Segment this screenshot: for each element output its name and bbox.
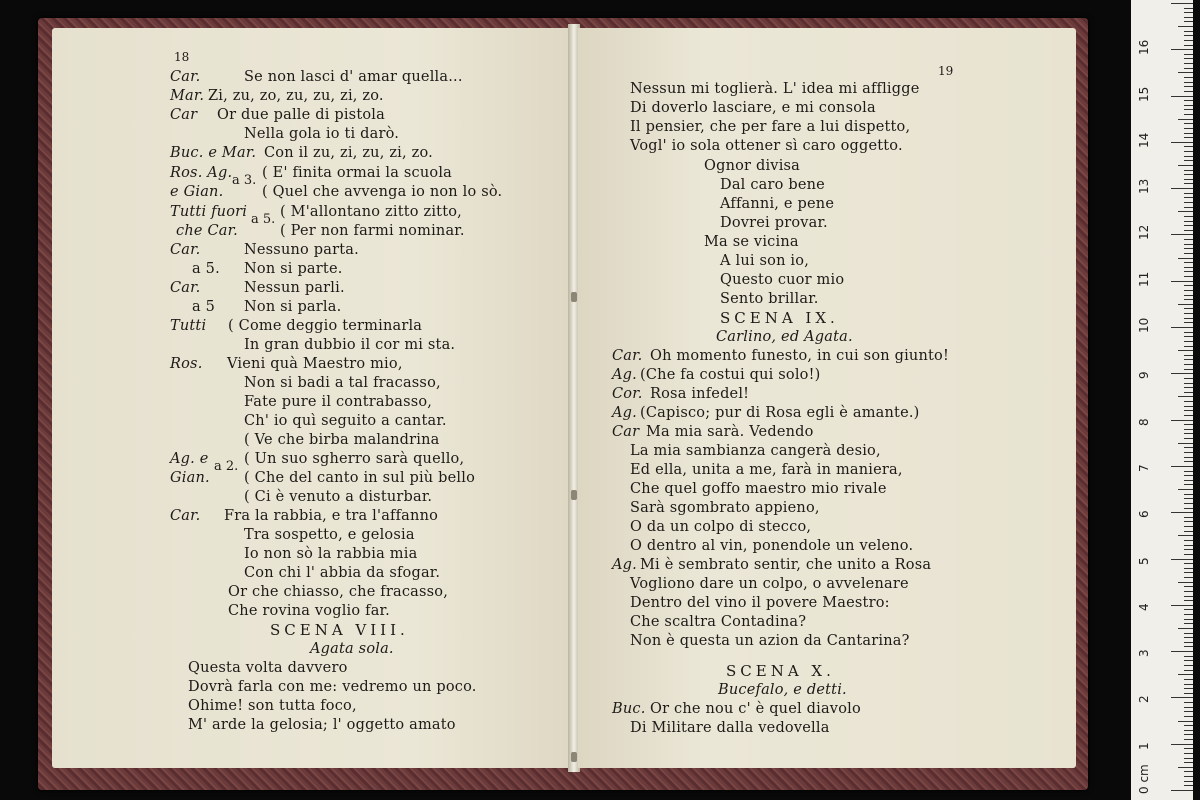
verse-line: Ohime! son tutta foco, bbox=[188, 698, 357, 714]
aria-line: Questo cuor mio bbox=[720, 272, 845, 288]
ruler-tick bbox=[1184, 410, 1193, 411]
verse-line: ( Che del canto in sul più bello bbox=[244, 470, 476, 486]
speaker: Ag. bbox=[612, 557, 637, 573]
ruler-tick bbox=[1184, 378, 1193, 379]
aria-line: Affanni, e pene bbox=[720, 196, 835, 212]
ruler-tick bbox=[1184, 40, 1193, 41]
speaker: Buc. e Mar. bbox=[170, 145, 257, 161]
ruler-tick bbox=[1184, 45, 1193, 46]
speaker: Car bbox=[170, 107, 198, 123]
ruler-tick bbox=[1184, 197, 1193, 198]
ensemble-marker: a 2. bbox=[214, 459, 239, 474]
ruler-tick bbox=[1171, 466, 1193, 467]
ruler-tick bbox=[1184, 480, 1193, 481]
scene-subheading: Carlino, ed Agata. bbox=[716, 329, 853, 345]
ruler-tick bbox=[1184, 762, 1193, 763]
verse-line: Fra la rabbia, e tra l'affanno bbox=[224, 508, 439, 524]
ruler-tick bbox=[1178, 674, 1193, 675]
ruler-tick bbox=[1184, 267, 1193, 268]
speaker: Car. bbox=[612, 348, 643, 364]
aria-line: Dovrei provar. bbox=[720, 215, 828, 231]
ruler-tick bbox=[1184, 484, 1193, 485]
ruler-tick bbox=[1171, 744, 1193, 745]
ruler-tick bbox=[1184, 54, 1193, 55]
verse-line: Dovrà farla con me: vedremo un poco. bbox=[188, 679, 477, 695]
speaker: Car. bbox=[170, 69, 201, 85]
speaker: Car. bbox=[170, 242, 201, 258]
verse-line: Non è questa un azion da Cantarina? bbox=[630, 633, 910, 649]
ruler-tick bbox=[1184, 540, 1193, 541]
ruler-tick bbox=[1171, 234, 1193, 235]
ruler-tick bbox=[1178, 26, 1193, 27]
ruler-tick bbox=[1171, 651, 1193, 652]
ruler-tick bbox=[1184, 758, 1193, 759]
ruler-tick bbox=[1184, 290, 1193, 291]
verse-line: Sarà sgombrato appieno, bbox=[630, 500, 820, 516]
ruler-label: 6 bbox=[1137, 510, 1151, 519]
aria-line: A lui son io, bbox=[720, 253, 809, 269]
verse-line: ( Ci è venuto a disturbar. bbox=[244, 489, 433, 505]
verse-line: Di Militare dalla vedovella bbox=[630, 720, 830, 736]
ruler-tick bbox=[1184, 193, 1193, 194]
ruler-tick bbox=[1184, 498, 1193, 499]
ruler-label: 15 bbox=[1137, 86, 1151, 102]
ruler-tick bbox=[1184, 31, 1193, 32]
verse-line: Nessun mi toglierà. L' idea mi affligge bbox=[630, 81, 920, 97]
ruler-tick bbox=[1184, 359, 1193, 360]
ruler-tick bbox=[1184, 151, 1193, 152]
ruler-tick bbox=[1178, 211, 1193, 212]
ruler-tick bbox=[1171, 697, 1193, 698]
ruler-tick bbox=[1184, 253, 1193, 254]
ruler-tick bbox=[1184, 341, 1193, 342]
ruler-tick bbox=[1184, 133, 1193, 134]
verse-line: Non si parla. bbox=[244, 299, 342, 315]
aria-line: Ma se vicina bbox=[704, 234, 799, 250]
ruler-label: 11 bbox=[1137, 271, 1151, 287]
ruler-tick bbox=[1178, 119, 1193, 120]
scene-subheading: Agata sola. bbox=[310, 641, 394, 657]
ruler-label: 16 bbox=[1137, 39, 1151, 56]
ruler-label: 2 bbox=[1137, 695, 1151, 704]
ruler-tick bbox=[1184, 207, 1193, 208]
ruler-tick bbox=[1184, 776, 1193, 777]
ruler-tick bbox=[1184, 183, 1193, 184]
ruler-tick bbox=[1184, 554, 1193, 555]
verse-line: Ed ella, unita a me, farà in maniera, bbox=[630, 462, 903, 478]
ruler-tick bbox=[1171, 3, 1193, 4]
ruler-tick bbox=[1178, 443, 1193, 444]
verse-line: Non si badi a tal fracasso, bbox=[244, 375, 441, 391]
ruler-tick bbox=[1184, 383, 1193, 384]
ruler-tick bbox=[1184, 577, 1193, 578]
ruler-tick bbox=[1184, 82, 1193, 83]
verse-line: Vogliono dare un colpo, o avvelenare bbox=[630, 576, 909, 592]
ruler-tick bbox=[1184, 633, 1193, 634]
speaker: Ag. e bbox=[170, 451, 209, 467]
verse-line: Dentro del vino il povere Maestro: bbox=[630, 595, 890, 611]
scene-heading: SCENA VIII. bbox=[270, 621, 409, 639]
ruler-label: 5 bbox=[1137, 556, 1151, 565]
scene-heading: SCENA X. bbox=[726, 662, 835, 680]
ruler-tick bbox=[1184, 521, 1193, 522]
ruler-tick bbox=[1184, 568, 1193, 569]
ruler-tick bbox=[1178, 535, 1193, 536]
binding-stitch bbox=[571, 490, 577, 500]
page-number-right: 19 bbox=[938, 64, 954, 78]
ruler-tick bbox=[1184, 299, 1193, 300]
ruler-tick bbox=[1184, 503, 1193, 504]
ruler-tick bbox=[1171, 790, 1193, 791]
verse-line: Or che nou c' è quel diavolo bbox=[650, 701, 861, 717]
speaker: Ag. bbox=[612, 367, 637, 383]
binding-stitch bbox=[571, 752, 577, 762]
ruler-label: 7 bbox=[1137, 464, 1151, 472]
aria-line: Dal caro bene bbox=[720, 177, 825, 193]
ruler-tick bbox=[1184, 549, 1193, 550]
ruler-label: 9 bbox=[1137, 371, 1151, 380]
verse-line: O da un colpo di stecco, bbox=[630, 519, 812, 535]
ruler-tick bbox=[1184, 332, 1193, 333]
ruler-tick bbox=[1184, 739, 1193, 740]
verse-line: (Capisco; pur di Rosa egli è amante.) bbox=[640, 405, 920, 421]
ruler-tick bbox=[1184, 433, 1193, 434]
measuring-ruler bbox=[1131, 0, 1193, 800]
ruler-tick bbox=[1178, 165, 1193, 166]
ruler-tick bbox=[1184, 114, 1193, 115]
ruler-tick bbox=[1184, 68, 1193, 69]
ruler-tick bbox=[1184, 364, 1193, 365]
ruler-tick bbox=[1184, 295, 1193, 296]
ruler-tick bbox=[1178, 72, 1193, 73]
ruler-tick bbox=[1184, 221, 1193, 222]
ruler-tick bbox=[1184, 336, 1193, 337]
ruler-tick bbox=[1184, 693, 1193, 694]
ruler-tick bbox=[1184, 429, 1193, 430]
ruler-tick bbox=[1184, 614, 1193, 615]
verse-line: Ma mia sarà. Vedendo bbox=[646, 424, 814, 440]
ruler-tick bbox=[1184, 276, 1193, 277]
ruler-tick bbox=[1184, 244, 1193, 245]
ruler-tick bbox=[1171, 373, 1193, 374]
speaker: Gian. bbox=[170, 470, 210, 486]
ruler-tick bbox=[1184, 508, 1193, 509]
ruler-tick bbox=[1184, 137, 1193, 138]
ruler-tick bbox=[1171, 605, 1193, 606]
ruler-tick bbox=[1184, 438, 1193, 439]
ruler-tick bbox=[1184, 415, 1193, 416]
ruler-tick bbox=[1184, 637, 1193, 638]
speaker: Tutti fuori bbox=[170, 204, 248, 220]
ruler-tick bbox=[1184, 156, 1193, 157]
ruler-tick bbox=[1184, 730, 1193, 731]
ruler-tick bbox=[1184, 322, 1193, 323]
ruler-tick bbox=[1178, 304, 1193, 305]
speaker: Ag. bbox=[612, 405, 637, 421]
ruler-tick bbox=[1184, 406, 1193, 407]
ruler-tick bbox=[1184, 660, 1193, 661]
ruler-tick bbox=[1184, 17, 1193, 18]
ruler-tick bbox=[1184, 526, 1193, 527]
ruler-tick bbox=[1184, 591, 1193, 592]
ruler-tick bbox=[1184, 688, 1193, 689]
ruler-tick bbox=[1184, 86, 1193, 87]
verse-line: Vieni quà Maestro mio, bbox=[227, 356, 403, 372]
ruler-tick bbox=[1184, 563, 1193, 564]
speaker: a 5. bbox=[192, 261, 220, 277]
verse-line: Io non sò la rabbia mia bbox=[244, 546, 418, 562]
ruler-tick bbox=[1184, 771, 1193, 772]
verse-line: Con il zu, zi, zu, zi, zo. bbox=[264, 145, 433, 161]
ruler-tick bbox=[1184, 369, 1193, 370]
ruler-tick bbox=[1171, 327, 1193, 328]
ruler-label: 8 bbox=[1137, 417, 1151, 426]
ruler-label: 10 bbox=[1137, 317, 1151, 333]
ruler-tick bbox=[1171, 281, 1193, 282]
verse-line: Nessuno parta. bbox=[244, 242, 359, 258]
ruler-tick bbox=[1184, 609, 1193, 610]
scene-heading: SCENA IX. bbox=[720, 309, 839, 327]
verse-line: La mia sambianza cangerà desio, bbox=[630, 443, 881, 459]
ruler-tick bbox=[1184, 781, 1193, 782]
ruler-tick bbox=[1184, 665, 1193, 666]
ruler-tick bbox=[1184, 308, 1193, 309]
ruler-tick bbox=[1171, 512, 1193, 513]
verse-line: O dentro al vin, ponendole un veleno. bbox=[630, 538, 914, 554]
ruler-tick bbox=[1171, 96, 1193, 97]
left-page bbox=[52, 28, 570, 768]
verse-line: ( Un suo sgherro sarà quello, bbox=[244, 451, 465, 467]
ruler-tick bbox=[1184, 748, 1193, 749]
ruler-tick bbox=[1184, 670, 1193, 671]
ruler-tick bbox=[1184, 596, 1193, 597]
ruler-label: 12 bbox=[1137, 225, 1151, 241]
verse-line: Questa volta davvero bbox=[188, 660, 348, 676]
speaker: a 5 bbox=[192, 299, 216, 315]
verse-line: Non si parte. bbox=[244, 261, 343, 277]
verse-line: Zi, zu, zo, zu, zu, zi, zo. bbox=[208, 88, 384, 104]
ensemble-marker: a 3. bbox=[232, 173, 257, 188]
ruler-tick bbox=[1178, 258, 1193, 259]
ruler-label: 1 bbox=[1137, 742, 1151, 750]
speaker: Car bbox=[612, 424, 640, 440]
ruler-tick bbox=[1184, 623, 1193, 624]
ruler-tick bbox=[1184, 225, 1193, 226]
ruler-tick bbox=[1184, 600, 1193, 601]
ruler-tick bbox=[1184, 8, 1193, 9]
speaker: Ros. Ag. bbox=[170, 165, 233, 181]
aria-line: Ognor divisa bbox=[704, 158, 801, 174]
ruler-tick bbox=[1184, 725, 1193, 726]
ensemble-marker: a 5. bbox=[251, 212, 276, 227]
verse-line: Oh momento funesto, in cui son giunto! bbox=[650, 348, 949, 364]
verse-line: Di doverlo lasciare, e mi consola bbox=[630, 100, 876, 116]
ruler-tick bbox=[1184, 517, 1193, 518]
scene-subheading: Bucefalo, e detti. bbox=[718, 682, 847, 698]
ruler-tick bbox=[1184, 35, 1193, 36]
ruler-tick bbox=[1178, 350, 1193, 351]
speaker: e Gian. bbox=[170, 184, 224, 200]
ruler-tick bbox=[1184, 179, 1193, 180]
ruler-tick bbox=[1171, 420, 1193, 421]
ruler-tick bbox=[1171, 559, 1193, 560]
ruler-tick bbox=[1184, 63, 1193, 64]
verse-line: ( Ve che birba malandrina bbox=[244, 432, 440, 448]
ruler-tick bbox=[1184, 58, 1193, 59]
ruler-tick bbox=[1184, 160, 1193, 161]
ruler-tick bbox=[1184, 646, 1193, 647]
ruler-tick bbox=[1184, 21, 1193, 22]
ruler-tick bbox=[1184, 346, 1193, 347]
speaker: Ros. bbox=[170, 356, 203, 372]
ruler-tick bbox=[1178, 396, 1193, 397]
ruler-tick bbox=[1184, 77, 1193, 78]
verse-line: ( Per non farmi nominar. bbox=[280, 223, 465, 239]
ruler-tick bbox=[1184, 452, 1193, 453]
ruler-label: 3 bbox=[1137, 649, 1151, 658]
verse-line: In gran dubbio il cor mi sta. bbox=[244, 337, 456, 353]
verse-line: Che quel goffo maestro mio rivale bbox=[630, 481, 887, 497]
ruler-tick bbox=[1184, 123, 1193, 124]
speaker: Car. bbox=[170, 280, 201, 296]
ruler-tick bbox=[1184, 239, 1193, 240]
ruler-tick bbox=[1184, 387, 1193, 388]
ruler-tick bbox=[1184, 785, 1193, 786]
verse-line: ( Come deggio terminarla bbox=[228, 318, 423, 334]
ruler-tick bbox=[1178, 582, 1193, 583]
speaker: che Car. bbox=[176, 223, 238, 239]
ruler-tick bbox=[1184, 146, 1193, 147]
ruler-tick bbox=[1184, 457, 1193, 458]
ruler-tick bbox=[1184, 202, 1193, 203]
verse-line: Vogl' io sola ottener sì caro oggetto. bbox=[630, 138, 903, 154]
ruler-tick bbox=[1184, 109, 1193, 110]
ruler-tick bbox=[1184, 216, 1193, 217]
verse-line: ( M'allontano zitto zitto, bbox=[280, 204, 462, 220]
ruler-tick bbox=[1184, 656, 1193, 657]
ruler-tick bbox=[1184, 531, 1193, 532]
ruler-label: 14 bbox=[1137, 132, 1151, 148]
ruler-tick bbox=[1184, 318, 1193, 319]
right-page bbox=[578, 28, 1076, 768]
ruler-tick bbox=[1184, 12, 1193, 13]
ruler-tick bbox=[1184, 285, 1193, 286]
ruler-tick bbox=[1184, 271, 1193, 272]
ruler-tick bbox=[1171, 49, 1193, 50]
ruler-tick bbox=[1171, 188, 1193, 189]
ruler-tick bbox=[1184, 679, 1193, 680]
ruler-tick bbox=[1184, 734, 1193, 735]
verse-line: Se non lasci d' amar quella... bbox=[244, 69, 463, 85]
ruler-tick bbox=[1184, 642, 1193, 643]
verse-line: Che rovina voglio far. bbox=[228, 603, 390, 619]
verse-line: ( E' finita ormai la scuola bbox=[262, 165, 453, 181]
speaker: Car. bbox=[170, 508, 201, 524]
ruler-tick bbox=[1184, 494, 1193, 495]
ruler-tick bbox=[1184, 471, 1193, 472]
ruler-tick bbox=[1184, 313, 1193, 314]
ruler-tick bbox=[1184, 716, 1193, 717]
ruler-tick bbox=[1184, 355, 1193, 356]
verse-line: Con chi l' abbia da sfogar. bbox=[244, 565, 441, 581]
ruler-tick bbox=[1184, 248, 1193, 249]
aria-line: Sento brillar. bbox=[720, 291, 819, 307]
verse-line: Or che chiasso, che fracasso, bbox=[228, 584, 449, 600]
ruler-tick bbox=[1178, 721, 1193, 722]
ruler-tick bbox=[1184, 711, 1193, 712]
verse-line: Tra sospetto, e gelosia bbox=[244, 527, 415, 543]
ruler-tick bbox=[1171, 142, 1193, 143]
verse-line: Or due palle di pistola bbox=[217, 107, 385, 123]
verse-line: M' arde la gelosia; l' oggetto amato bbox=[188, 717, 456, 733]
ruler-tick bbox=[1184, 545, 1193, 546]
ruler-label: 13 bbox=[1137, 178, 1151, 195]
ruler-tick bbox=[1178, 489, 1193, 490]
ruler-tick bbox=[1184, 230, 1193, 231]
verse-line: Nella gola io ti darò. bbox=[244, 126, 400, 142]
ruler-tick bbox=[1184, 461, 1193, 462]
ruler-tick bbox=[1184, 753, 1193, 754]
ruler-tick bbox=[1178, 767, 1193, 768]
verse-line: (Che fa costui qui solo!) bbox=[640, 367, 821, 383]
speaker: Tutti bbox=[170, 318, 207, 334]
verse-line: Ch' io quì seguito a cantar. bbox=[244, 413, 447, 429]
ruler-tick bbox=[1178, 628, 1193, 629]
ruler-label: 0 cm bbox=[1137, 764, 1151, 794]
ruler-tick bbox=[1184, 174, 1193, 175]
verse-line: Il pensier, che per fare a lui dispetto, bbox=[630, 119, 911, 135]
ruler-tick bbox=[1184, 401, 1193, 402]
ruler-tick bbox=[1184, 392, 1193, 393]
ruler-tick bbox=[1184, 262, 1193, 263]
ruler-tick bbox=[1184, 128, 1193, 129]
page-number-left: 18 bbox=[174, 50, 190, 64]
ruler-tick bbox=[1184, 619, 1193, 620]
ruler-tick bbox=[1184, 586, 1193, 587]
ruler-tick bbox=[1184, 707, 1193, 708]
ruler-tick bbox=[1184, 105, 1193, 106]
ruler-tick bbox=[1184, 170, 1193, 171]
verse-line: Nessun parli. bbox=[244, 280, 345, 296]
speaker: Buc. bbox=[612, 701, 646, 717]
verse-line: Fate pure il contrabasso, bbox=[244, 394, 433, 410]
ruler-tick bbox=[1184, 702, 1193, 703]
ruler-tick bbox=[1184, 424, 1193, 425]
speaker: Mar. bbox=[170, 88, 205, 104]
speaker: Cor. bbox=[612, 386, 643, 402]
verse-line: Rosa infedel! bbox=[650, 386, 750, 402]
ruler-tick bbox=[1184, 447, 1193, 448]
ruler-tick bbox=[1184, 100, 1193, 101]
binding-stitch bbox=[571, 292, 577, 302]
ruler-tick bbox=[1184, 475, 1193, 476]
ruler-label: 4 bbox=[1137, 603, 1151, 611]
ruler-tick bbox=[1184, 91, 1193, 92]
verse-line: Mi è sembrato sentir, che unito a Rosa bbox=[640, 557, 932, 573]
ruler-tick bbox=[1184, 572, 1193, 573]
verse-line: Che scaltra Contadina? bbox=[630, 614, 807, 630]
ruler-tick bbox=[1184, 684, 1193, 685]
verse-line: ( Quel che avvenga io non lo sò. bbox=[262, 184, 503, 200]
